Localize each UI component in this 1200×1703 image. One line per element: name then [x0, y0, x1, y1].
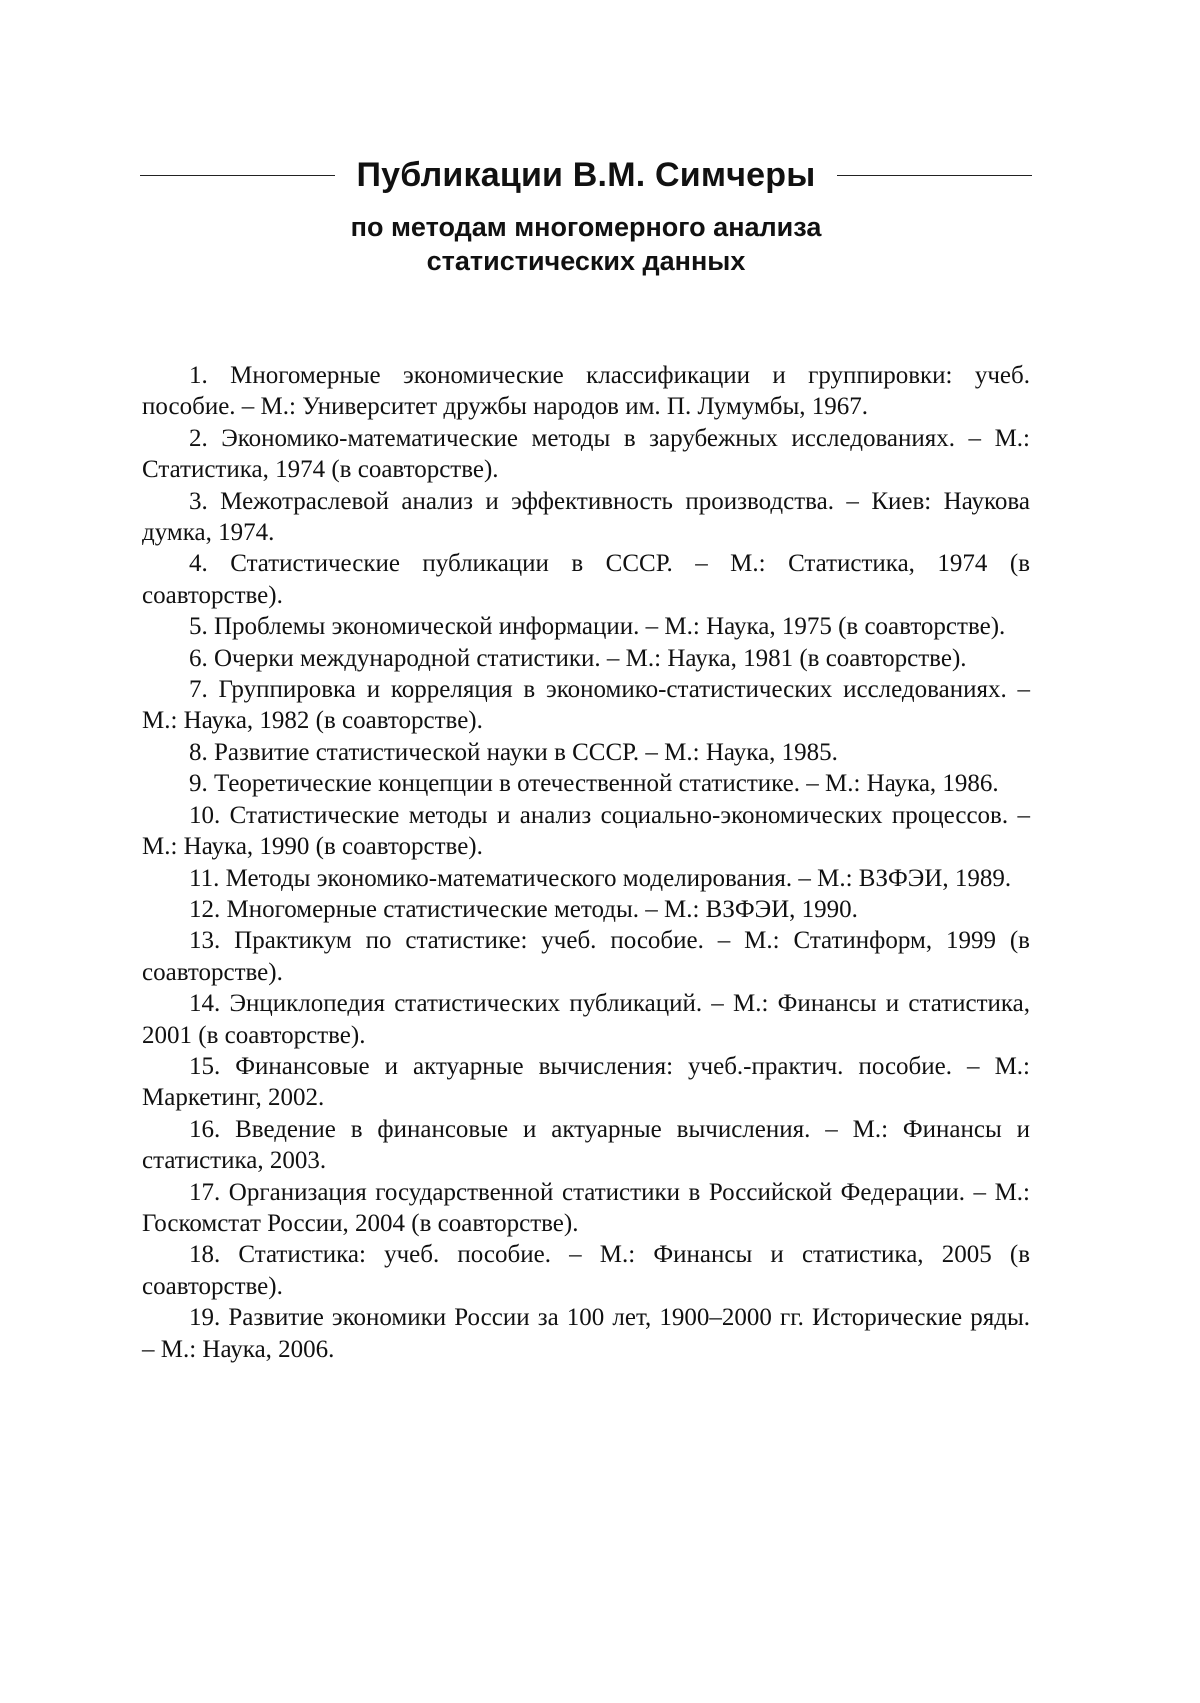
publication-item: 4. Статистические публикации в СССР. – М.: Статистика, 1974 (в соавторстве). — [142, 550, 1030, 609]
publication-item: 12. Многомерные статистические методы. – М.: ВЗФЭИ, 1990. — [189, 895, 858, 923]
publication-item: 8. Развитие статистической науки в СССР. – М.: Наука, 1985. — [189, 738, 838, 766]
publication-item: 16. Введение в финансовые и актуарные вычисления. – М.: Финансы и статистика, 2003. — [142, 1115, 1030, 1175]
publication-item: 3. Межотраслевой анализ и эффективность производства. – Киев: Наукова думка, 1974. — [142, 487, 1030, 547]
title-rule-right — [837, 175, 1032, 176]
publication-item: 6. Очерки международной статистики. – М.: Наука, 1981 (в соавторстве). — [189, 644, 967, 672]
publication-item: 5. Проблемы экономической информации. – М.: Наука, 1975 (в соавторстве). — [189, 613, 1006, 641]
publication-item: 19. Развитие экономики России за 100 лет, 1900–2000 гг. Исторические ряды. – М.: Наука, 2006. — [142, 1304, 1030, 1363]
publication-item: 11. Методы экономико-математического моделирования. – М.: ВЗФЭИ, 1989. — [189, 864, 1012, 892]
subtitle-line-1: по методам многомерного анализа — [350, 212, 822, 242]
publication-item: 14. Энциклопедия статистических публикаций. – М.: Финансы и статистика, 2001 (в соавторстве). — [142, 990, 1030, 1049]
publication-item: 18. Статистика: учеб. пособие. – М.: Финансы и статистика, 2005 (в соавторстве). — [142, 1241, 1030, 1300]
publication-item: 2. Экономико-математические методы в зарубежных исследованиях. – М.: Статистика, 1974 (в соавторстве). — [142, 424, 1030, 484]
publication-item: 15. Финансовые и актуарные вычисления: учеб.-практич. пособие. – М.: Маркетинг, 2002. — [142, 1052, 1030, 1112]
publication-item: 10. Статистические методы и анализ социально-экономических процессов. – М.: Наука, 1990 (в соавторстве). — [142, 801, 1030, 861]
title-row — [140, 152, 1032, 198]
publication-item: 7. Группировка и корреляция в экономико-статистических исследованиях. – М.: Наука, 1982 (в соавторстве). — [142, 676, 1030, 735]
publication-item: 9. Теоретические концепции в отечественной статистике. – М.: Наука, 1986. — [189, 770, 999, 798]
publication-item: 17. Организация государственной статистики в Российской Федерации. – М.: Госкомстат России, 2004 (в соавторстве). — [142, 1178, 1030, 1237]
page-subtitle — [140, 210, 1032, 278]
publication-item: 13. Практикум по статистике: учеб. пособие. – М.: Статинформ, 1999 (в соавторстве). — [142, 927, 1030, 986]
page-title: Публикации В.М. Симчеры — [356, 155, 816, 194]
subtitle-line-2: статистических данных — [426, 246, 746, 276]
publication-item: 1. Многомерные экономические классификации и группировки: учеб. пособие. – М.: Университет дружбы народов им. П. Лумумбы, 1967. — [142, 362, 1030, 421]
publication-list — [142, 360, 1030, 1365]
title-rule-left — [140, 175, 335, 176]
